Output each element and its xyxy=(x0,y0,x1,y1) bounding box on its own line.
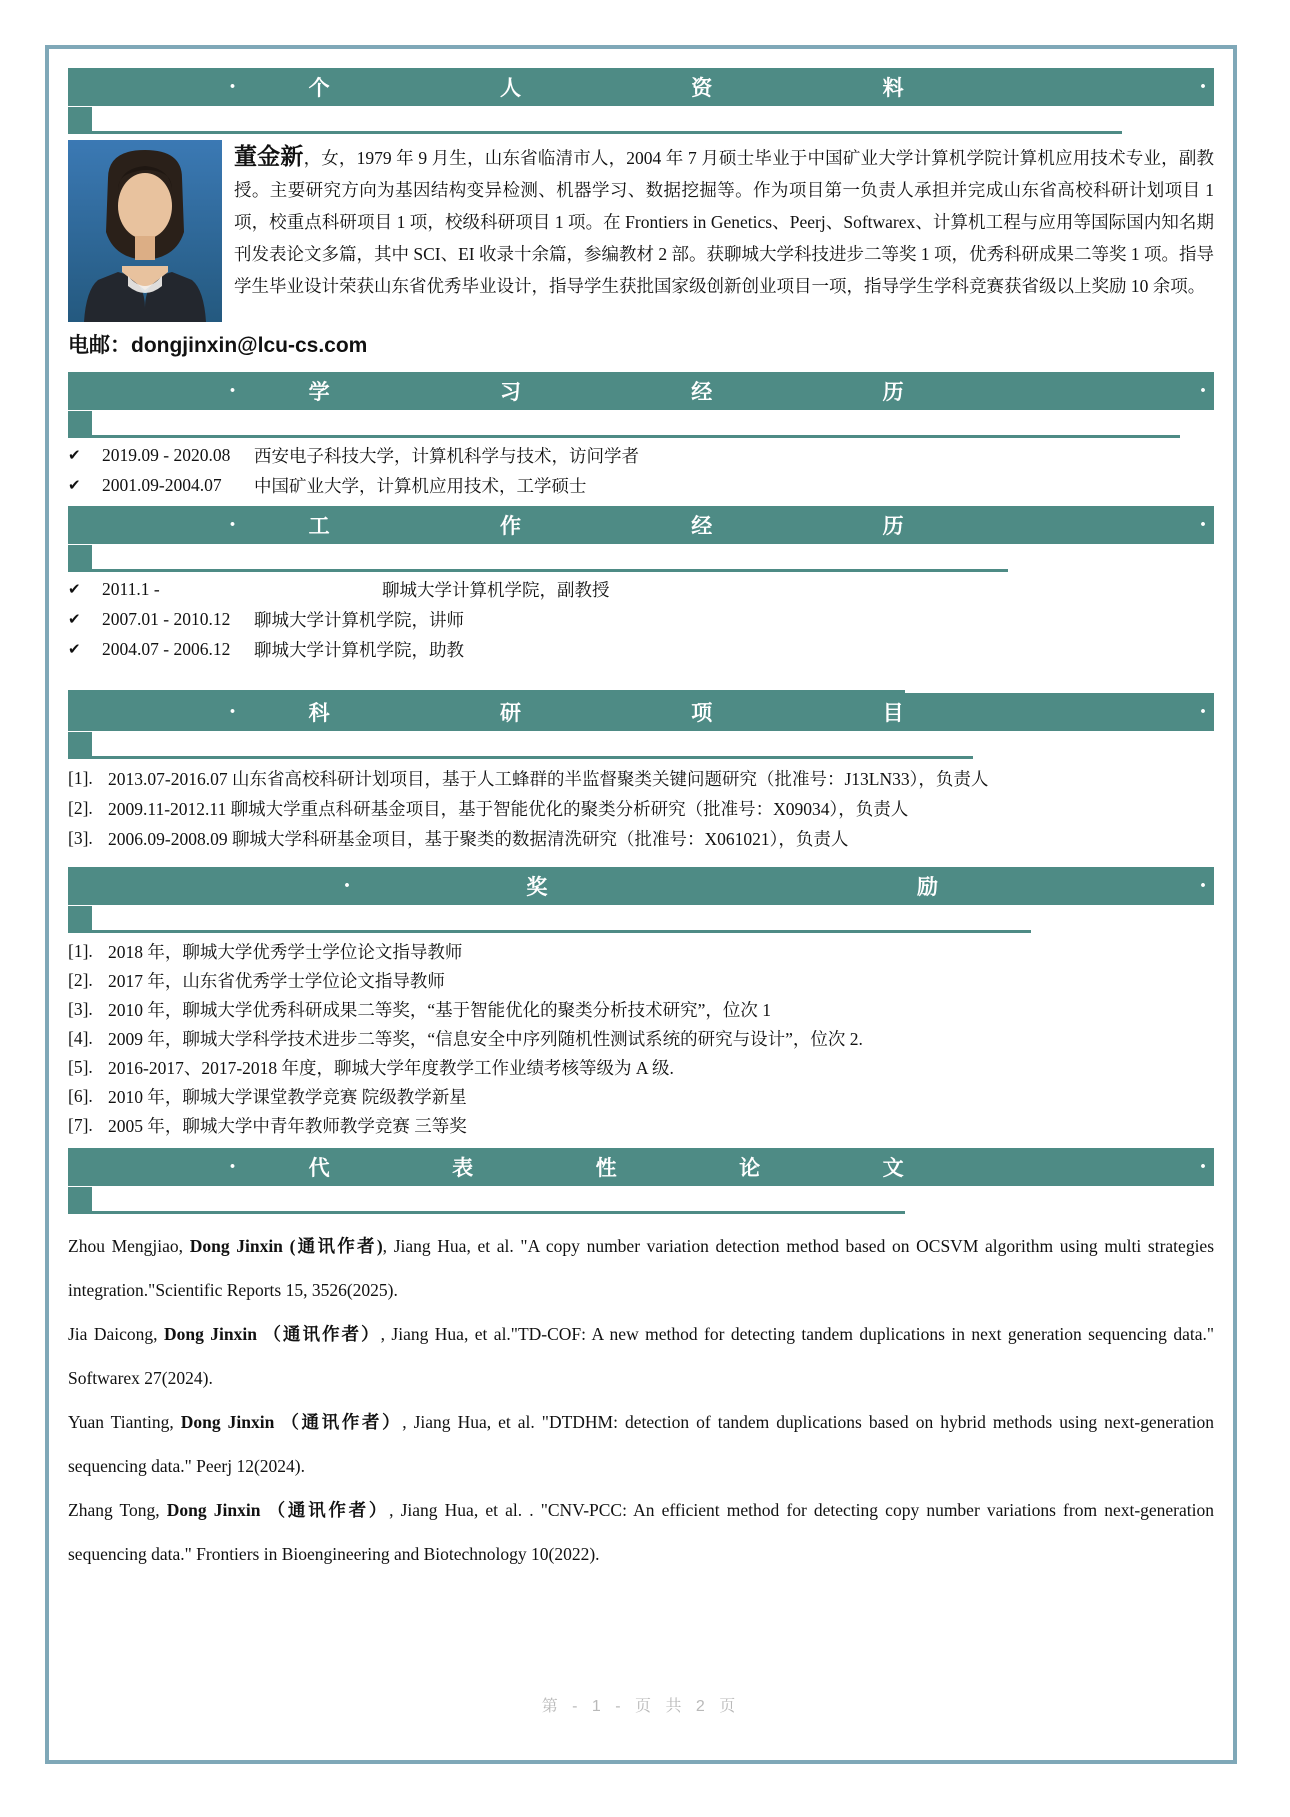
education-list xyxy=(68,440,1214,500)
project-item xyxy=(68,823,1214,853)
work-banner xyxy=(68,506,1214,544)
work-desc: 聊城大学计算机学院，副教授 xyxy=(382,579,610,600)
award-item xyxy=(68,966,1214,995)
papers-list xyxy=(68,1224,1214,1576)
profile-photo xyxy=(68,140,222,322)
banner-rule xyxy=(68,930,1031,933)
profile-banner xyxy=(68,68,1214,106)
item-number: [6]. xyxy=(68,1086,93,1106)
check-icon: ✔ xyxy=(68,476,81,494)
banner-dot-icon: · xyxy=(1198,699,1207,725)
item-number: [1]. xyxy=(68,767,93,788)
banner-corner-block xyxy=(68,1187,92,1211)
banner-underline xyxy=(68,106,1214,134)
work-list xyxy=(68,574,1214,664)
project-item xyxy=(68,793,1214,823)
profile-intro-text: ，女，1979 年 9 月生，山东省临清市人，2004 年 7 月硕士毕业于中国矿业大学计算机学院计算机应用技术专业，副教授。主要研究方向为基因结构变异检测、机器学习、数据挖掘等。作为项目第一负责人承担并完成山东省高校科研计划项目 1 项，校重点科研项目 1 项，校级科研项目 1 项。在 Frontiers in Genetics、Peerj、Softwarex、计算机工程与应用等国际国内知名期刊发表论文多篇，其中 SCI、EI 收录十余篇，参编教材 2 部。获聊城大学科技进步二等奖 1 项，优秀科研成果二等奖 1 项。指导学生毕业设计荣获山东省优秀毕业设计，指导学生获批国家级创新创业项目一项，指导学生学科竞赛获省级以上奖励 10 余项。 xyxy=(234,148,1215,296)
banner-underline xyxy=(68,731,1214,759)
award-text: 2018 年，聊城大学优秀学士学位论文指导教师 xyxy=(108,942,463,962)
paper-item: Zhang Tong, Dong Jinxin （通讯作者）, Jiang Hua, et al. . "CNV-PCC: An efficient method for detecting copy number variations from next-generation sequencing data." Frontiers in Bioengineering and Biotechnology 10(2022). xyxy=(68,1500,1215,1564)
email-label: 电邮： xyxy=(68,334,131,357)
award-text: 2010 年，聊城大学优秀科研成果二等奖，“基于智能优化的聚类分析技术研究”，位次 1 xyxy=(108,1000,772,1020)
award-item xyxy=(68,937,1214,966)
banner-dot-icon: · xyxy=(228,74,237,100)
work-item xyxy=(68,604,1214,634)
project-item xyxy=(68,763,1214,793)
banner-dot-icon: · xyxy=(1198,74,1207,100)
banner-rule xyxy=(68,756,973,759)
education-date: 2019.09 - 2020.08 xyxy=(102,444,231,465)
project-text: 2013.07-2016.07 山东省高校科研计划项目，基于人工蜂群的半监督聚类关键问题研究（批准号：J13LN33），负责人 xyxy=(108,768,989,789)
email-line xyxy=(68,322,1214,360)
profile-block xyxy=(68,140,1214,360)
section-work-header xyxy=(68,506,1214,572)
check-icon: ✔ xyxy=(68,446,81,464)
papers-banner xyxy=(68,1148,1214,1186)
award-text: 2005 年，聊城大学中青年教师教学竞赛 三等奖 xyxy=(108,1116,467,1136)
item-number: [3]. xyxy=(68,827,93,848)
paper-item: Jia Daicong, Dong Jinxin （通讯作者）, Jiang Hua, et al."TD-COF: A new method for detecting tandem duplications in next generation sequencing data." Softwarex 27(2024). xyxy=(68,1324,1214,1388)
award-item xyxy=(68,995,1214,1024)
banner-rule xyxy=(68,1211,905,1214)
work-desc: 聊城大学计算机学院，讲师 xyxy=(254,609,464,630)
award-text: 2016-2017、2017-2018 年度，聊城大学年度教学工作业绩考核等级为 A 级. xyxy=(108,1058,674,1078)
banner-corner-block xyxy=(68,732,92,756)
banner-underline xyxy=(68,544,1214,572)
paper-item: Zhou Mengjiao, Dong Jinxin (通讯作者), Jiang Hua, et al. "A copy number variation detection method based on OCSVM algorithm using multi strategies integration."Scientific Reports 15, 3526(2025). xyxy=(68,1236,1215,1300)
work-date: 2004.07 - 2006.12 xyxy=(102,638,231,659)
section-papers-header xyxy=(68,1148,1214,1214)
profile-intro xyxy=(68,140,1214,302)
section-projects-header xyxy=(68,693,1214,759)
banner-dot-icon: · xyxy=(228,378,237,404)
item-number: [4]. xyxy=(68,1028,93,1048)
education-banner xyxy=(68,372,1214,410)
check-icon: ✔ xyxy=(68,580,81,598)
banner-corner-block xyxy=(68,107,92,131)
item-number: [2]. xyxy=(68,970,93,990)
work-desc: 聊城大学计算机学院，助教 xyxy=(254,639,464,660)
awards-banner xyxy=(68,867,1214,905)
banner-underline xyxy=(68,410,1214,438)
project-text: 2009.11-2012.11 聊城大学重点科研基金项目，基于智能优化的聚类分析研究（批准号：X09034），负责人 xyxy=(108,798,909,819)
banner-dot-icon: · xyxy=(228,699,237,725)
banner-dot-icon: · xyxy=(1198,378,1207,404)
education-item xyxy=(68,470,1214,500)
work-section-title: 工 作 经 历 xyxy=(308,515,905,538)
papers-section-title: 代 表 性 论 文 xyxy=(308,1157,905,1180)
banner-dot-icon: · xyxy=(1198,1154,1207,1180)
award-item xyxy=(68,1082,1214,1111)
banner-rule xyxy=(68,435,1180,438)
work-date: 2007.01 - 2010.12 xyxy=(102,608,231,629)
projects-list xyxy=(68,763,1214,853)
page-number: 第 - 1 - 页 共 2 页 xyxy=(541,1698,741,1715)
person-name: 董金新 xyxy=(234,143,304,169)
resume-page xyxy=(45,45,1237,1764)
paper-item: Yuan Tianting, Dong Jinxin （通讯作者）, Jiang Hua, et al. "DTDHM: detection of tandem duplications based on hybrid methods using next-generation sequencing data." Peerj 12(2024). xyxy=(68,1412,1214,1476)
award-text: 2010 年，聊城大学课堂教学竞赛 院级教学新星 xyxy=(108,1087,467,1107)
awards-list xyxy=(68,937,1214,1140)
check-icon: ✔ xyxy=(68,640,81,658)
education-section-title: 学 习 经 历 xyxy=(308,381,905,404)
banner-dot-icon: · xyxy=(343,873,352,899)
education-desc: 中国矿业大学，计算机应用技术，工学硕士 xyxy=(254,475,587,496)
work-date: 2011.1 - xyxy=(102,578,160,599)
banner-corner-block xyxy=(68,411,92,435)
projects-banner xyxy=(68,693,1214,731)
education-desc: 西安电子科技大学，计算机科学与技术，访问学者 xyxy=(254,445,639,466)
banner-corner-block xyxy=(68,545,92,569)
banner-underline xyxy=(68,1186,1214,1214)
education-date: 2001.09-2004.07 xyxy=(102,474,222,495)
education-item xyxy=(68,440,1214,470)
projects-section-title: 科 研 项 目 xyxy=(308,702,905,725)
item-number: [5]. xyxy=(68,1057,93,1077)
work-item xyxy=(68,634,1214,664)
resume-content xyxy=(68,49,1214,1760)
item-number: [3]. xyxy=(68,999,93,1019)
banner-rule xyxy=(68,569,1008,572)
item-number: [2]. xyxy=(68,797,93,818)
item-number: [1]. xyxy=(68,941,93,961)
banner-dot-icon: · xyxy=(1198,512,1207,538)
banner-dot-icon: · xyxy=(1198,873,1207,899)
banner-dot-icon: · xyxy=(228,1154,237,1180)
award-text: 2017 年，山东省优秀学士学位论文指导教师 xyxy=(108,971,445,991)
banner-dot-icon: · xyxy=(228,512,237,538)
banner-corner-block xyxy=(68,906,92,930)
banner-underline xyxy=(68,905,1214,933)
work-item xyxy=(68,574,1214,604)
award-text: 2009 年，聊城大学科学技术进步二等奖，“信息安全中序列随机性测试系统的研究与设计”，位次 2. xyxy=(108,1029,863,1049)
section-awards-header xyxy=(68,867,1214,933)
award-item xyxy=(68,1111,1214,1140)
check-icon: ✔ xyxy=(68,610,81,628)
section-profile-header xyxy=(68,68,1214,134)
awards-section-title: 奖 励 xyxy=(526,876,939,899)
award-item xyxy=(68,1024,1214,1053)
banner-rule xyxy=(68,131,1122,134)
profile-section-title: 个 人 资 料 xyxy=(308,77,905,100)
project-text: 2006.09-2008.09 聊城大学科研基金项目，基于聚类的数据清洗研究（批准号：X061021），负责人 xyxy=(108,828,849,849)
award-item xyxy=(68,1053,1214,1082)
email-value: dongjinxin@lcu-cs.com xyxy=(131,334,368,357)
section-education-header xyxy=(68,372,1214,438)
item-number: [7]. xyxy=(68,1115,93,1135)
